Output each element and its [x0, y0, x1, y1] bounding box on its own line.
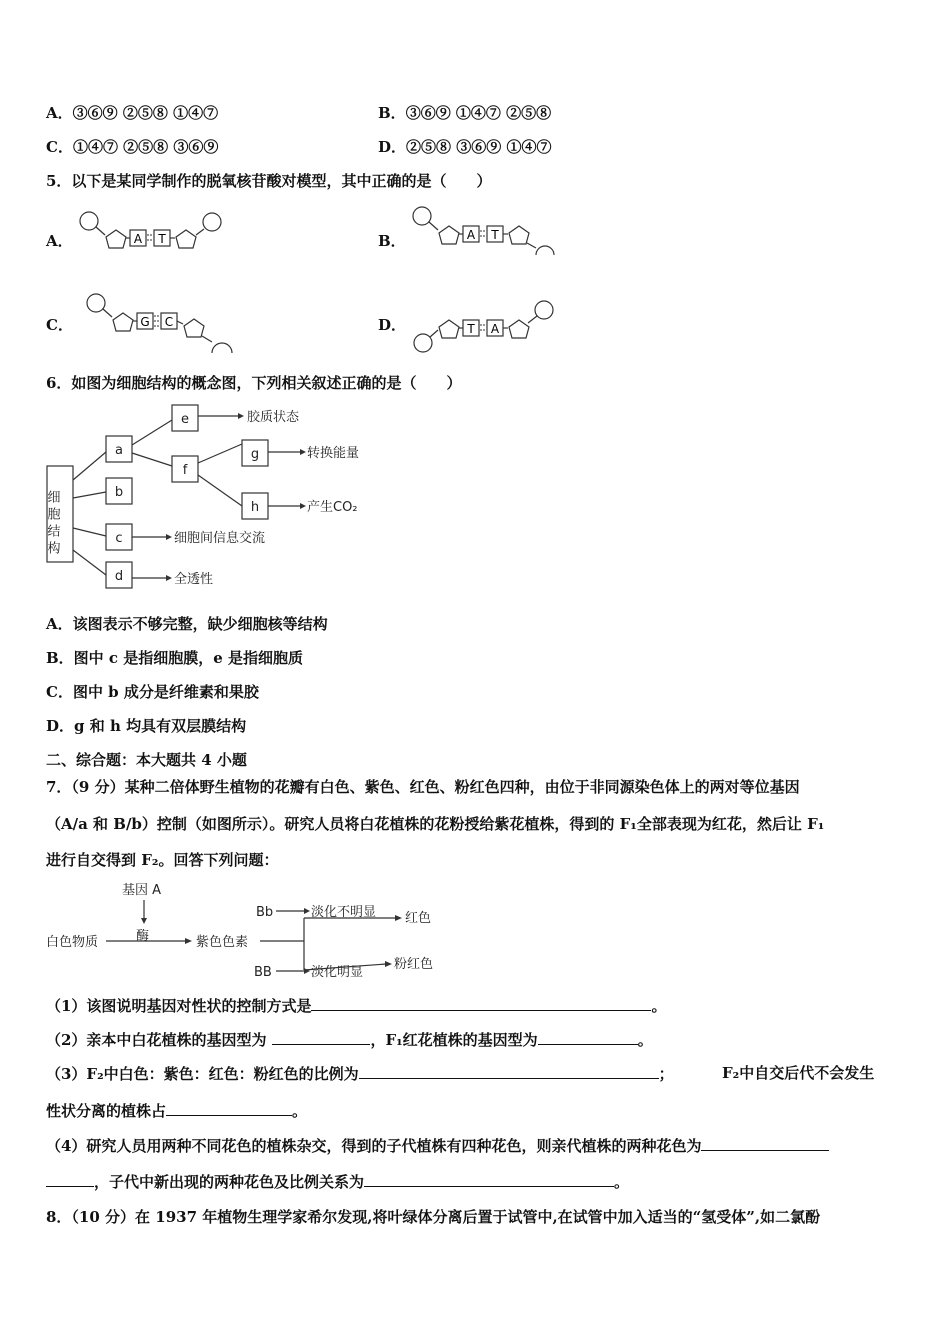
- section-heading: 二、综合题：本大题共 4 小题: [46, 751, 247, 769]
- enzyme-label: 酶: [136, 929, 150, 944]
- base-left: T: [467, 322, 475, 336]
- q5-option-a-label: A．: [46, 232, 73, 250]
- node-a: a: [115, 443, 123, 458]
- q4-option-c: [46, 136, 218, 157]
- option-label: C．: [46, 138, 73, 156]
- q7-sub4-text-a: （4）研究人员用两种不同花色的植株杂交，得到的子代植株有四种花色，则亲代植株的两种花色为: [46, 1137, 702, 1155]
- q7-sub3-right: F₂中自交后代不会发生: [722, 1064, 875, 1082]
- q5-stem: 5．以下是某同学制作的脱氧核苷酸对模型，其中正确的是（ ）: [46, 172, 492, 190]
- option-text: ①④⑦ ②⑤⑧ ③⑥⑨: [72, 138, 219, 156]
- q6-option-a: A．该图表示不够完整，缺少细胞核等结构: [46, 615, 328, 633]
- q7-line1: 7．（9 分）某种二倍体野生植物的花瓣有白色、紫色、红色、粉红色四种，由位于非同源染色体上的两对等位基因: [46, 778, 800, 796]
- q5-option-d-label: D．: [378, 316, 407, 334]
- red-label: 红色: [405, 911, 432, 926]
- q5-option-b-label: B．: [378, 232, 406, 250]
- q4-option-d: [378, 136, 551, 157]
- option-text: ③⑥⑨ ②⑤⑧ ①④⑦: [72, 104, 219, 122]
- q6-option-d: D．g 和 h 均具有双层膜结构: [46, 717, 247, 735]
- node-f: f: [182, 463, 188, 478]
- answer-blank[interactable]: [701, 1135, 829, 1151]
- q6-option-c: C．图中 b 成分是纤维素和果胶: [46, 683, 259, 701]
- base-right: T: [158, 232, 166, 246]
- node-g: g: [250, 447, 260, 462]
- q7-sub1: （1）该图说明基因对性状的控制方式是 。: [46, 997, 667, 1015]
- base-right: A: [490, 322, 500, 336]
- q6-cell-structure-diagram: [44, 400, 374, 595]
- q7-sub3-cont: 性状分离的植株占 。: [46, 1102, 308, 1120]
- answer-blank[interactable]: [538, 1029, 638, 1045]
- q6-stem: 6．如图为细胞结构的概念图，下列相关叙述正确的是（ ）: [46, 374, 462, 392]
- white-substance-label: 白色物质: [46, 935, 99, 950]
- base-right: T: [491, 228, 499, 242]
- q7-line2: （A/a 和 B/b）控制（如图所示）。研究人员将白花植株的花粉授给紫花植株，得到的 F₁全部表现为红花，然后让 F₁: [46, 815, 825, 833]
- answer-blank[interactable]: [311, 995, 651, 1011]
- q5-model-a: [78, 208, 228, 258]
- bb-hom-label: BB: [254, 965, 272, 980]
- option-label: B．: [378, 104, 406, 122]
- q6-option-b: B．图中 c 是指细胞膜，e 是指细胞质: [46, 649, 304, 667]
- base-left: G: [140, 315, 150, 329]
- q7-sub3-text-a: （3）F₂中白色：紫色：红色：粉红色的比例为: [46, 1065, 359, 1083]
- g-label: 转换能量: [307, 446, 360, 461]
- node-d: d: [114, 569, 124, 584]
- node-c: c: [115, 531, 123, 546]
- root-label: 细胞结构: [44, 490, 60, 558]
- d-label: 全透性: [174, 572, 214, 587]
- answer-blank[interactable]: [359, 1063, 659, 1079]
- bb-het-label: Bb: [256, 905, 274, 920]
- q5-model-b: [410, 205, 560, 257]
- option-label: D．: [378, 138, 407, 156]
- answer-blank[interactable]: [272, 1029, 370, 1045]
- gene-a-label: 基因 A: [122, 883, 162, 898]
- answer-blank[interactable]: [166, 1100, 292, 1116]
- base-right: C: [164, 315, 174, 329]
- e-label: 胶质状态: [247, 410, 300, 425]
- q7-sub4-text-b: ，子代中新出现的两种花色及比例关系为: [94, 1173, 365, 1191]
- base-left: A: [466, 228, 476, 242]
- strong-fade-label: 淡化明显: [311, 965, 364, 980]
- q7-sub2: （2）亲本中白花植株的基因型为 ，F₁红花植株的基因型为 。: [46, 1031, 653, 1049]
- q4-option-a: [46, 102, 218, 123]
- q8-line1: 8．（10 分）在 1937 年植物生理学家希尔发现,将叶绿体分离后置于试管中,在试管中加入适当的“氢受体”,如二氯酚: [46, 1208, 821, 1226]
- q5-model-d: [410, 298, 560, 354]
- q5-option-c-label: C．: [46, 316, 73, 334]
- light-fade-label: 淡化不明显: [311, 905, 377, 920]
- option-label: A．: [46, 104, 73, 122]
- q7-sub4-cont: ，子代中新出现的两种花色及比例关系为 。: [46, 1171, 629, 1192]
- q7-sub3: （3）F₂中白色：紫色：红色：粉红色的比例为 ；: [46, 1065, 674, 1083]
- answer-blank[interactable]: [364, 1171, 614, 1187]
- q7-sub4: [46, 1135, 829, 1156]
- node-e: e: [181, 412, 189, 427]
- q7-sub1-text: （1）该图说明基因对性状的控制方式是: [46, 997, 312, 1015]
- answer-blank[interactable]: [46, 1171, 94, 1187]
- q7-sub2-text-b: ，F₁红花植株的基因型为: [370, 1031, 538, 1049]
- q7-sub3-text-c: 性状分离的植株占: [46, 1102, 167, 1120]
- q7-sub2-text-a: （2）亲本中白花植株的基因型为: [46, 1031, 267, 1049]
- node-h: h: [250, 500, 260, 515]
- q4-option-b: [378, 102, 551, 123]
- q7-line3: 进行自交得到 F₂。回答下列问题：: [46, 851, 279, 869]
- option-text: ②⑤⑧ ③⑥⑨ ①④⑦: [406, 138, 552, 156]
- pink-label: 粉红色: [394, 957, 434, 972]
- node-b: b: [114, 485, 124, 500]
- q5-model-c: [82, 292, 242, 354]
- base-left: A: [133, 232, 143, 246]
- option-text: ③⑥⑨ ①④⑦ ②⑤⑧: [405, 104, 552, 122]
- c-label: 细胞间信息交流: [174, 531, 266, 546]
- purple-pigment-label: 紫色色素: [196, 935, 249, 950]
- q7-pathway-diagram: [44, 878, 444, 986]
- h-label: 产生CO₂: [307, 500, 358, 515]
